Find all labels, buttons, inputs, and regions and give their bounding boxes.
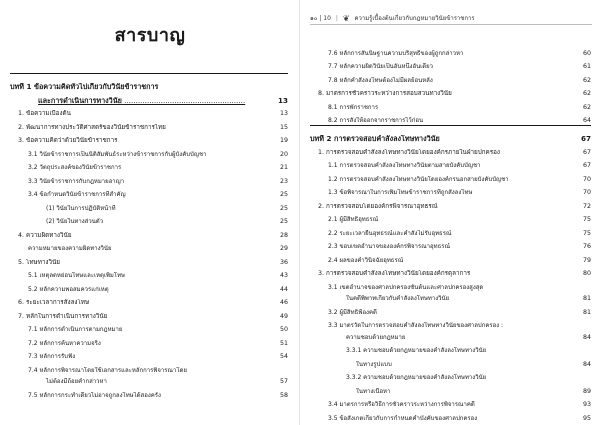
toc-entry-text: 5. โทษทางวินัย (18, 258, 60, 266)
toc-entry-text: 2. พัฒนาการทางประวัติศาสตร์ของวินัยข้าราชการไทย (18, 123, 166, 131)
toc-entry (10, 375, 288, 387)
toc-entry-page-number: 36 (279, 258, 288, 266)
toc-entry (10, 348, 288, 362)
toc-entry-page-number: 81 (582, 295, 591, 302)
toc-entry-text: 7.3 หลักการรับฟัง (28, 353, 76, 360)
toc-entry-page-number: 67 (582, 162, 591, 169)
toc-entry (10, 105, 288, 119)
toc-entry-page-number: 23 (279, 177, 288, 185)
toc-entry (310, 303, 591, 317)
toc-entry-page-number: 13 (279, 110, 288, 117)
toc-entry (10, 132, 288, 146)
toc-entry (10, 226, 288, 240)
toc-entry-text: 8.2 การสั่งให้ออกจากราชการไว้ก่อน (328, 117, 424, 124)
toc-entry-text: ในทางรูปแบบ (356, 360, 392, 368)
toc-entry-page-number: 21 (279, 164, 288, 171)
toc-entry (10, 159, 288, 173)
toc-entry-text: 3.1 วินัยข้าราชการเป็นนิติสัมพันธ์ระหว่างข้าราชการกับผู้บังคับบัญชา (28, 150, 207, 158)
toc-entry-text: 7.1 หลักการดำเนินการตามกฎหมาย (28, 326, 123, 333)
toc-entry-text: 1. การตรวจสอบคำสั่งลงโทษทางวินัยโดยองค์กรภายในฝ่ายปกครอง (318, 148, 500, 156)
toc-list-right (310, 44, 591, 423)
toc-entry (310, 342, 591, 356)
toc-entry (310, 317, 591, 331)
header-separator: | (335, 15, 338, 22)
running-header (310, 14, 592, 25)
toc-entry (310, 211, 591, 225)
toc-entry (310, 85, 591, 99)
toc-entry (10, 118, 288, 132)
toc-entry-text: ไม่ต้องมีถ้อยคำกล่าวหา (46, 378, 107, 385)
toc-entry-page-number: 19 (279, 137, 288, 144)
toc-entry-text: 2.4 ผลของคำวินิจฉัยอุทธรณ์ (328, 256, 404, 264)
toc-entry-text: บทที่ 2 การตรวจสอบคำสั่งลงโทษทางวินัย (310, 135, 440, 143)
toc-entry-text: 4. ความผิดทางวินัย (18, 231, 72, 239)
toc-entry-text: 7.2 หลักการค้นหาความจริง (28, 339, 101, 347)
toc-entry-text: 5.2 หลักความพอสมควรแก่เหตุ (28, 285, 109, 293)
toc-entry-text: 7.4 หลักการพิจารณาโดยใช้เอกสารและหลักการพิจารณาโดย (28, 366, 188, 374)
toc-entry-text: 3.3.2 ความชอบด้วยกฎหมายของคำสั่งลงโทษทางวินัย (346, 374, 487, 381)
toc-entry (310, 292, 591, 304)
toc-entry-page-number: 25 (279, 204, 288, 212)
toc-entry-page-number: 61 (582, 63, 591, 70)
toc-entry-text: 3. ข้อความคิดว่าด้วยวินัยข้าราชการ (18, 137, 118, 144)
toc-entry-text: 3. การตรวจสอบคำสั่งลงโทษทางวินัยโดยองค์กรตุลาการ (318, 270, 471, 277)
toc-entry-text: 3.2 วัตถุประสงค์ของวินัยข้าราชการ (28, 164, 122, 171)
toc-entry-text: 1. ข้อความเบื้องต้น (18, 110, 71, 117)
toc-entry (310, 197, 591, 211)
toc-entry-text: ในคดีพิพาทเกี่ยวกับคำสั่งลงโทษทางวินัย (346, 295, 450, 302)
toc-entry (310, 98, 591, 112)
toc-entry-text: 2.2 ระยะเวลายื่นอุทธรณ์และคำสั่งไม่รับอุทธรณ์ (328, 229, 452, 237)
toc-entry (310, 369, 591, 383)
toc-entry-page-number: 80 (582, 270, 591, 277)
toc-entry-text: 8.1 การพักราชการ (328, 103, 379, 111)
toc-entry-page-number: 62 (582, 90, 591, 97)
toc-entry-text: และการดำเนินการทางวินัย ..... (10, 97, 268, 105)
toc-entry (10, 145, 288, 159)
toc-entry-page-number: 64 (582, 117, 591, 124)
toc-entry-page-number: 81 (582, 308, 591, 316)
toc-entry-text: 7.7 หลักความผิดวินัยเป็นอันหนึ่งอันเดียว (328, 63, 434, 70)
toc-entry-text: 2.1 ผู้มีสิทธิอุทธรณ์ (328, 216, 379, 223)
toc-entry (10, 240, 288, 254)
toc-entry-text: 3.4 ข้อกำหนดวินัยข้าราชการที่สำคัญ (28, 191, 126, 198)
toc-entry-page-number: 49 (279, 312, 288, 320)
toc-entry-text: 7.6 หลักการสันนิษฐานความบริสุทธิ์ของผู้ถูกกล่าวหา (328, 49, 464, 57)
toc-entry (310, 278, 591, 292)
toc-entry (310, 143, 591, 157)
toc-entry-page-number: 58 (279, 391, 288, 399)
toc-entry-page-number: 15 (279, 123, 288, 131)
toc-entry-page-number: 28 (279, 231, 288, 239)
toc-entry-text: 3.1 เขตอำนาจของศาลปกครองชั้นต้นและศาลปกครองสูงสุด (328, 283, 484, 291)
toc-entry (10, 321, 288, 335)
toc-entry-page-number: 62 (582, 76, 591, 84)
toc-entry-page-number: 62 (582, 103, 591, 111)
toc-entry-page-number: 50 (279, 326, 288, 333)
toc-entry (10, 386, 288, 400)
toc-entry-text: 7. หลักในการดำเนินการทางวินัย (18, 312, 108, 320)
toc-entry (10, 213, 288, 227)
toc-entry (10, 91, 288, 105)
toc-entry-text: 1.1 การตรวจสอบคำสั่งลงโทษทางวินัยตามสายบังคับบัญชา (328, 162, 481, 169)
toc-entry-text: 6. ระยะเวลาการสั่งลงโทษ (18, 299, 90, 306)
toc-entry (310, 265, 591, 279)
toc-entry (310, 58, 591, 72)
toc-entry-page-number: 84 (582, 360, 591, 368)
toc-entry-page-number: 93 (582, 401, 591, 408)
toc-entry-page-number: 13 (277, 95, 288, 105)
toc-entry (10, 334, 288, 348)
toc-entry-page-number: 70 (582, 189, 591, 196)
toc-entry (10, 307, 288, 321)
toc-entry (10, 294, 288, 308)
toc-entry-text: ความหมายของความผิดทางวินัย (28, 245, 112, 252)
toc-entry-text: 1.2 การตรวจสอบคำสั่งลงโทษทางวินัยโดยองค์กรนอกสายบังคับบัญชา (328, 175, 509, 183)
toc-entry (310, 170, 591, 184)
toc-entry (310, 112, 591, 126)
toc-entry (10, 253, 288, 267)
toc-entry-text: 7.5 หลักการกระทำเดียวไม่อาจถูกลงโทษได้สองครั้ง (28, 391, 161, 399)
toc-entry-text: 8. มาตรการชั่วคราวระหว่างการสอบสวนทางวินัย (318, 90, 452, 97)
toc-entry-page-number: 54 (279, 353, 288, 360)
toc-entry-page-number: 67 (580, 134, 591, 143)
toc-entry-text: (1) วินัยในการปฏิบัติหน้าที่ (46, 204, 116, 212)
toc-entry (10, 280, 288, 294)
toc-entry (310, 330, 591, 342)
toc-entry-text: 1.3 ข้อพิจารณาในการเพิ่มโทษข้าราชการที่ถูกสั่งลงโทษ (328, 189, 473, 196)
toc-entry-page-number: 76 (582, 243, 591, 250)
toc-title: สารบาญ (114, 25, 186, 46)
toc-list-left (10, 73, 288, 400)
toc-entry (310, 44, 591, 58)
toc-entry-page-number: 79 (582, 256, 591, 264)
toc-entry-text: ความชอบด้วยกฎหมาย (346, 333, 406, 341)
toc-entry (310, 224, 591, 238)
toc-entry (310, 396, 591, 410)
toc-entry-text: (2) วินัยในทางส่วนตัว (46, 218, 104, 225)
toc-entry-text: 3.2 ผู้มีสิทธิฟ้องคดี (328, 308, 377, 316)
toc-entry-text: 3.3.1 ความชอบด้วยกฎหมายของคำสั่งลงโทษทางวินัย (346, 347, 487, 354)
toc-entry-page-number: 84 (582, 333, 591, 341)
toc-entry-text: ในทางเนื้อหา (356, 387, 391, 395)
toc-entry (310, 157, 591, 171)
toc-entry (310, 71, 591, 85)
toc-entry-page-number: 25 (279, 191, 288, 198)
toc-entry-page-number: 25 (279, 218, 288, 225)
toc-entry (10, 172, 288, 186)
toc-entry-page-number: 75 (582, 229, 591, 237)
toc-entry-page-number: 44 (279, 285, 288, 293)
toc-entry-page-number: 29 (279, 245, 288, 252)
toc-entry (10, 186, 288, 200)
toc-entry (10, 361, 288, 375)
toc-entry-text: 3.5 ข้อสังเกตเกี่ยวกับการกำหนดคำบังคับของศาลปกครอง (328, 414, 478, 422)
toc-entry-page-number: 51 (279, 339, 288, 347)
toc-entry-page-number: 67 (582, 148, 591, 156)
toc-entry (310, 251, 591, 265)
page-number-label: ๑๐ | 10 (310, 15, 331, 22)
toc-entry-page-number: 20 (279, 150, 288, 158)
toc-entry-page-number: 70 (582, 175, 591, 183)
toc-entry-text: 2.3 ขอบเขตอำนาจขององค์กรพิจารณาอุทธรณ์ (328, 243, 451, 250)
toc-entry-page-number: 75 (582, 216, 591, 223)
right-page (300, 0, 600, 425)
toc-entry-text: 5.1 เหตุลดหย่อนโทษและเหตุเพิ่มโทษ (28, 272, 125, 279)
toc-entry-text: 2. การตรวจสอบโดยองค์กรพิจารณาอุทธรณ์ (318, 202, 438, 210)
toc-entry-text: บทที่ 1 ข้อความคิดทั่วไปเกี่ยวกับวินัยข้าราชการ (10, 83, 159, 91)
toc-entry (10, 267, 288, 281)
toc-entry (310, 184, 591, 198)
toc-entry-page-number: 72 (582, 202, 591, 210)
toc-entry (310, 409, 591, 423)
thai-ornament-icon: ❦ (342, 14, 350, 23)
toc-entry (10, 73, 288, 91)
toc-entry-text: 7.8 หลักคำสั่งลงโทษต้องไม่มีผลย้อนหลัง (328, 76, 433, 84)
toc-entry (10, 199, 288, 213)
toc-entry (310, 238, 591, 252)
toc-entry (310, 125, 591, 143)
toc-entry-text: 3.3 วินัยข้าราชการกับกฎหมายอาญา (28, 177, 125, 185)
toc-entry (310, 355, 591, 369)
toc-entry-page-number: 95 (582, 414, 591, 422)
running-title: ความรู้เบื้องต้นเกี่ยวกับกฎหมายวินัยข้าราชการ (354, 15, 475, 22)
toc-entry-text: 3.3 มาตรวัดในการตรวจสอบคำสั่งลงโทษทางวินัยของศาลปกครอง : (328, 322, 504, 329)
toc-entry-page-number: 60 (582, 49, 591, 57)
toc-entry-page-number: 46 (279, 299, 288, 306)
toc-entry (310, 382, 591, 396)
toc-entry-page-number: 43 (279, 272, 288, 279)
toc-entry-page-number: 89 (582, 387, 591, 395)
toc-entry-text: 3.4 มาตรการหรือวิธีการชั่วคราวระหว่างการพิจารณาคดี (328, 401, 475, 408)
toc-entry-page-number: 57 (279, 378, 288, 385)
